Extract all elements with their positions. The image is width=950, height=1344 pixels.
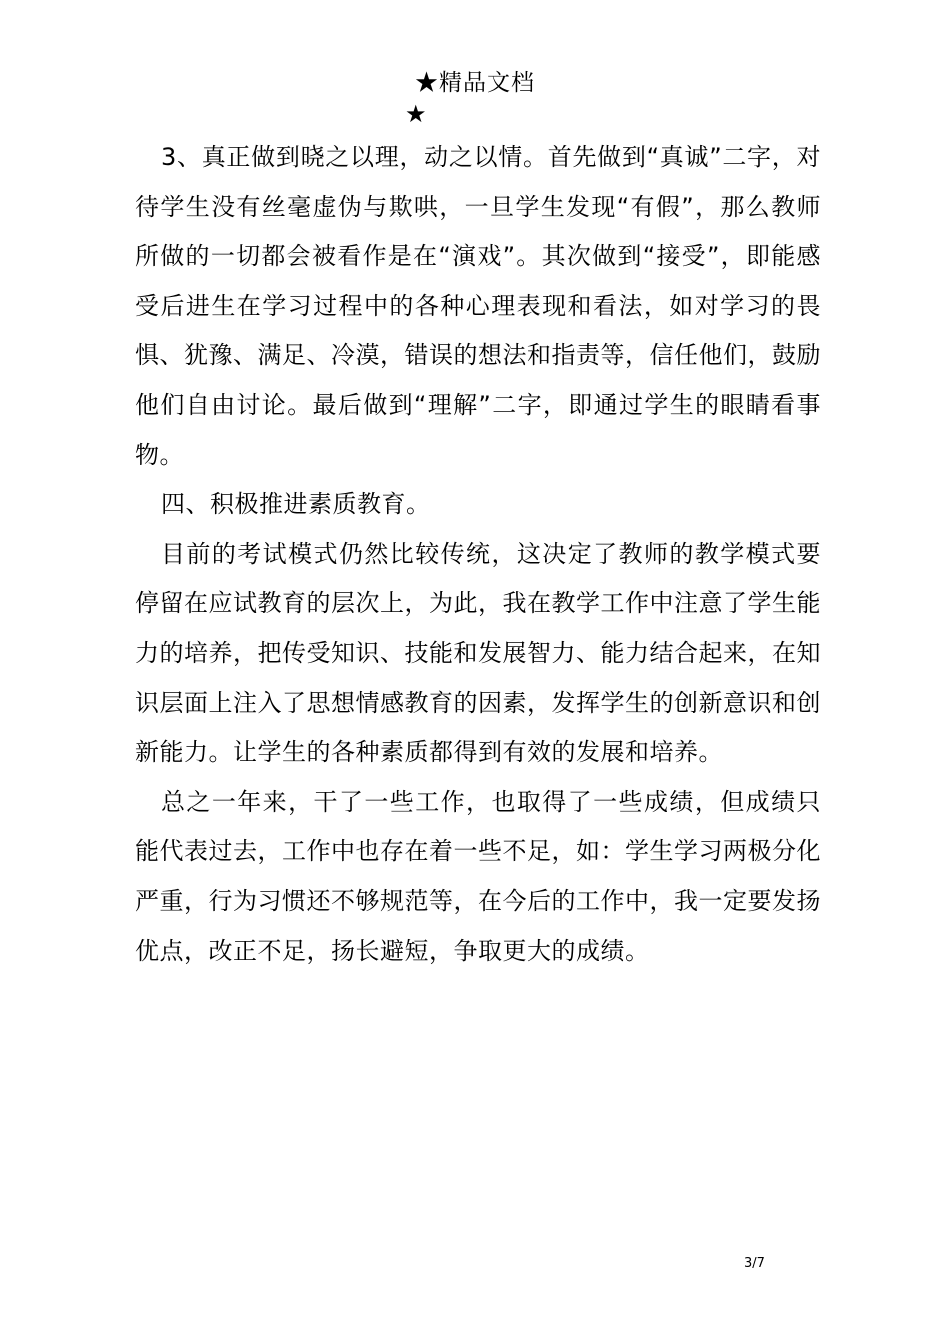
paragraph-exam-mode: 目前的考试模式仍然比较传统，这决定了教师的教学模式要停留在应试教育的层次上，为此，我在教学工作中注意了学生能力的培养，把传受知识、技能和发展智力、能力结合起来，在知识层面上注入了思想情感教育的因素，发挥学生的创新意识和创新能力。让学生的各种素质都得到有效的发展和培养。 [135,539,821,767]
star-icon: ★ [405,100,427,128]
paragraph-sincerity: 3、真正做到晓之以理，动之以情。首先做到“真诚”二字，对待学生没有丝毫虚伪与欺哄，一旦学生发现“有假”，那么教师所做的一切都会被看作是在“演戏”。其次做到“接受”，即能感受后进生在学习过程中的各种心理表现和看法，如对学习的畏惧、犹豫、满足、冷漠，错误的想法和指责等，信任他们，鼓励他们自由讨论。最后做到“理解”二字，即通过学生的眼睛看事物。 [135,143,821,469]
section-heading-quality-education: 四、积极推进素质教育。 [161,490,431,519]
paragraph-summary: 总之一年来，干了一些工作，也取得了一些成绩，但成绩只能代表过去，工作中也存在着一些不足，如：学生学习两极分化严重，行为习惯还不够规范等，在今后的工作中，我一定要发扬优点，改正不足，扬长避短，争取更大的成绩。 [135,787,821,965]
document-body [135,133,821,976]
document-header-title: ★精品文档 [415,70,535,96]
page-number: 3/7 [744,1256,765,1271]
